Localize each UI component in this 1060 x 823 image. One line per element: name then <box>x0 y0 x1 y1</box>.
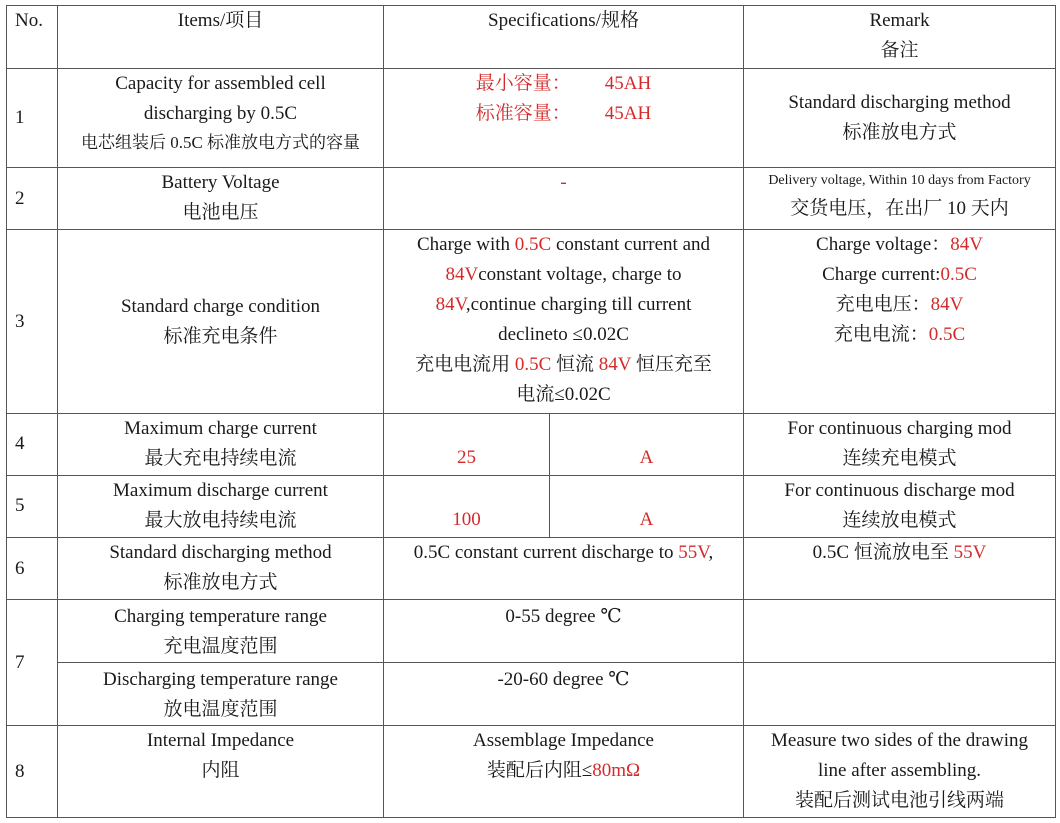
row-number: 1 <box>7 69 58 168</box>
spec-cell <box>384 69 744 168</box>
remark-cell: Standard discharging method 标准放电方式 <box>744 69 1056 168</box>
value-cell: 25 <box>384 414 550 476</box>
table-row <box>7 230 1056 414</box>
spec-cell: -20-60 degree ℃ <box>384 663 744 726</box>
remark-cell: For continuous charging mod 连续充电模式 <box>744 414 1056 476</box>
header-specs: Specifications/规格 <box>384 6 744 69</box>
spec-cell: Charge with 0.5C constant current and 84Vconstant voltage, charge to 84V,continue charging till current declineto ≤0.02C 充电电流用 0.5C 恒流 84V 恒压充至 电流≤0.02C <box>384 230 744 414</box>
table-row <box>7 414 1056 476</box>
row-number: 4 <box>7 414 58 476</box>
spec-cell: Assemblage Impedance 装配后内阻≤80mΩ <box>384 726 744 818</box>
spec-table <box>6 5 1056 818</box>
row-number: 3 <box>7 230 58 414</box>
table-row <box>7 476 1056 538</box>
table-row <box>7 663 1056 726</box>
min-capacity-value: 45AH <box>604 73 652 94</box>
item-cell: Maximum charge current 最大充电持续电流 <box>58 414 384 476</box>
item-cell: Maximum discharge current 最大放电持续电流 <box>58 476 384 538</box>
header-remark: Remark 备注 <box>744 6 1056 69</box>
remark-cell <box>744 600 1056 663</box>
row-number: 6 <box>7 538 58 600</box>
header-row <box>7 6 1056 69</box>
item-cell: Internal Impedance 内阻 <box>58 726 384 818</box>
row-number: 5 <box>7 476 58 538</box>
remark-cell <box>744 663 1056 726</box>
remark-cell: For continuous discharge mod 连续放电模式 <box>744 476 1056 538</box>
spec-cell: 0-55 degree ℃ <box>384 600 744 663</box>
row-number: 2 <box>7 168 58 230</box>
item-cell: Standard discharging method 标准放电方式 <box>58 538 384 600</box>
remark-cell: Charge voltage：84V Charge current:0.5C 充电电压：84V 充电电流：0.5C <box>744 230 1056 414</box>
table-row <box>7 600 1056 663</box>
remark-cell: 0.5C 恒流放电至 55V <box>744 538 1056 600</box>
row-number: 7 <box>7 600 58 726</box>
std-capacity-label: 标准容量： <box>475 103 571 124</box>
header-no: No. <box>7 6 58 69</box>
row-number: 8 <box>7 726 58 818</box>
item-cell: Charging temperature range 充电温度范围 <box>58 600 384 663</box>
item-cell: Standard charge condition 标准充电条件 <box>58 230 384 414</box>
table-row <box>7 726 1056 818</box>
spec-cell: 0.5C constant current discharge to 55V, <box>384 538 744 600</box>
remark-cell: Measure two sides of the drawing line after assembling. 装配后测试电池引线两端 <box>744 726 1056 818</box>
min-capacity-label: 最小容量： <box>475 73 571 94</box>
spec-cell: - <box>384 168 744 230</box>
value-cell: 100 <box>384 476 550 538</box>
unit-cell: A <box>550 414 744 476</box>
table-row <box>7 69 1056 168</box>
remark-cell: Delivery voltage, Within 10 days from Factory 交货电压，在出厂 10 天内 <box>744 168 1056 230</box>
table-row <box>7 538 1056 600</box>
item-cell: Capacity for assembled cell discharging by 0.5C 电芯组装后 0.5C 标准放电方式的容量 <box>58 69 384 168</box>
item-cell: Discharging temperature range 放电温度范围 <box>58 663 384 726</box>
std-capacity-value: 45AH <box>604 103 652 124</box>
unit-cell: A <box>550 476 744 538</box>
header-items: Items/项目 <box>58 6 384 69</box>
table-row <box>7 168 1056 230</box>
item-cell: Battery Voltage 电池电压 <box>58 168 384 230</box>
